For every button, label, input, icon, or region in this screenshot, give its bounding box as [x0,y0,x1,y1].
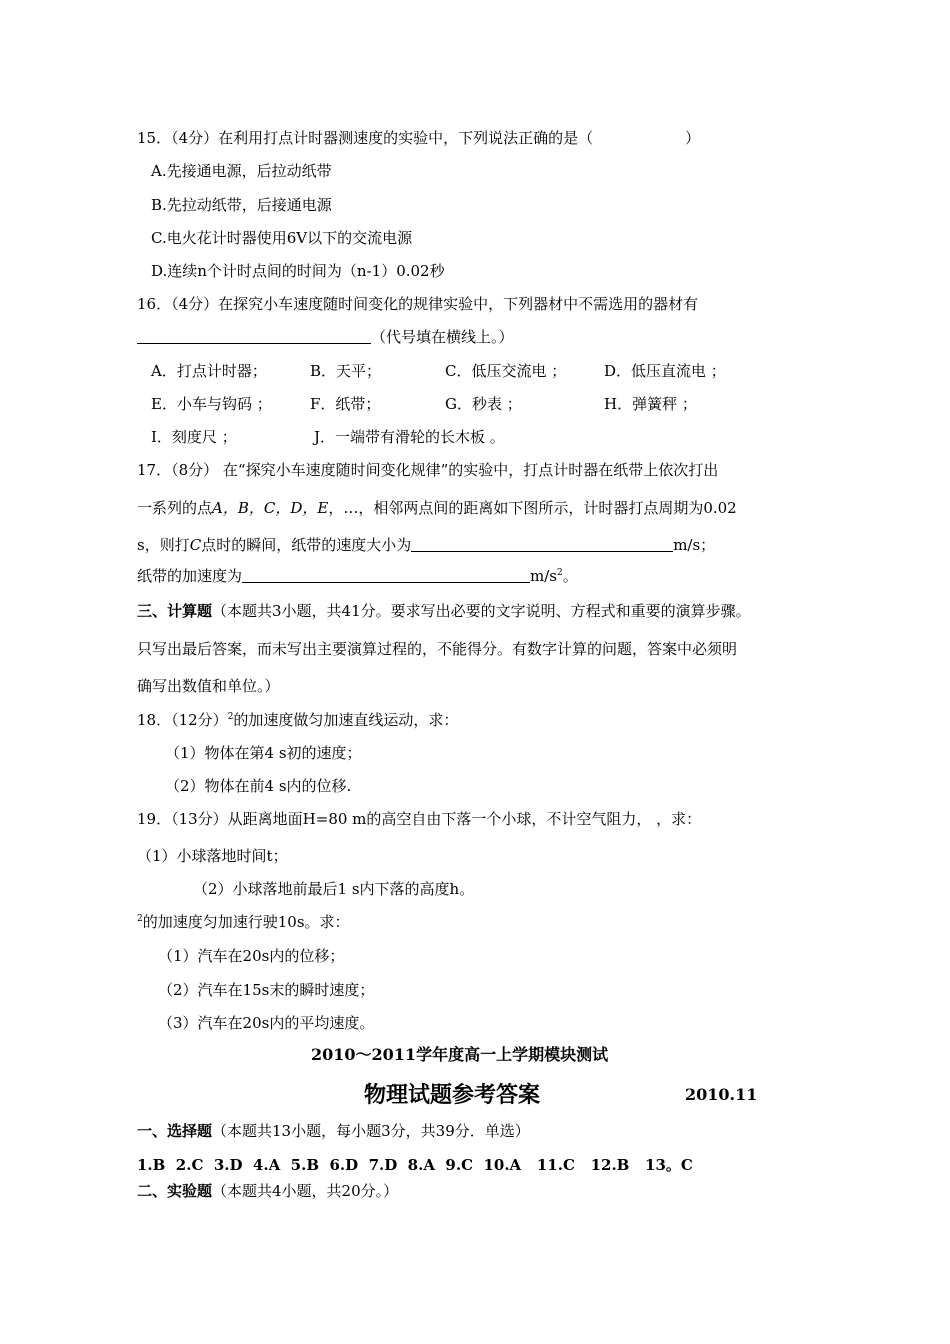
answer-title-line1: 2010～2011学年度高一上学期模块测试 [311,1045,609,1064]
q18-sub1: （1）物体在第4 s初的速度； [165,744,362,762]
q15-paren-close: ） [685,129,701,147]
q16-option-j: J．一端带有滑轮的长木板 。 [314,428,505,446]
q16-option-f: F．纸带； [310,395,381,413]
q17-velocity-unit: m/s； [673,536,716,554]
answer-title-line2: 物理试题参考答案 [364,1082,541,1108]
q18-stem-b: 的加速度做匀加速直线运动，求： [233,711,459,729]
q20-sub2: （2）汽车在15s末的瞬时速度； [158,981,375,999]
q19-stem: 19．（13分）从距离地面H=80 m的高空自由下落一个小球，不计空气阻力， ，求： [137,810,702,828]
answer-section2-note: （本题共4小题，共20分。） [212,1182,399,1200]
q16-option-c: C．低压交流电 ； [445,362,567,380]
answer-section1-answers: 1.B 2.C 3.D 4.A 5.B 6.D 7.D 8.A 9.C 10.A 11.C 12.B 13。C [137,1156,693,1174]
q17-line2-text-b: ，…，相邻两点间的距离如下图所示，计时器打点周期为0.02 [328,499,737,517]
q15-option-c: C.电火花计时器使用6V以下的交流电源 [151,229,413,247]
q15-option-b: B.先拉动纸带，后接通电源 [151,196,332,214]
section3-instructions-2: 只写出最后答案，而未写出主要演算过程的，不能得分。有数字计算的问题，答案中必须明 [137,640,738,658]
answer-section1-heading-line [137,1121,530,1141]
q17-line3-text-b: 点时的瞬间，纸带的速度大小为 [201,536,412,554]
q19-sub1: （1）小球落地时间t； [137,847,288,865]
q15-option-a: A.先接通电源，后拉动纸带 [151,162,332,180]
q17-line1: 17．（8分） 在“探究小车速度随时间变化规律”的实验中，打点计时器在纸带上依次打出 [137,461,719,479]
section3-instructions-1: （本题共3小题，共41分。要求写出必要的文字说明、方程式和重要的演算步骤。 [212,602,751,620]
q20-sub3: （3）汽车在20s内的平均速度。 [158,1014,375,1032]
section3-heading: 三、计算题 [137,602,213,620]
answer-section2-heading: 二、实验题 [137,1182,213,1200]
q18-superscript: 2 [227,712,234,722]
q18-stem [137,710,458,730]
q20-stem-text: 的加速度匀加速行驶10s。求： [142,913,350,931]
q19-sub2: （2）小球落地前最后1 s内下落的高度h。 [193,880,475,898]
q16-option-d: D．低压直流电 ； [604,362,726,380]
q16-answer-blank [137,329,371,344]
q20-stem [137,912,350,932]
answer-title-date: 2010.11 [685,1085,758,1104]
section3-line1 [137,601,751,621]
q20-sub1: （1）汽车在20s内的位移； [158,947,345,965]
q16-option-b: B．天平； [310,362,382,380]
q16-option-g: G．秒表 ； [445,395,522,413]
q18-stem-a: 18．（12分） [137,711,228,729]
q16-option-i: I．刻度尺 ； [151,428,237,446]
q18-sub2: （2）物体在前4 s内的位移. [165,777,352,795]
answer-section1-heading: 一、选择题 [137,1122,213,1140]
q17-line4-text: 纸带的加速度为 [137,567,243,585]
q17-acceleration-blank [242,568,530,583]
section3-instructions-3: 确写出数值和单位。） [137,677,280,695]
q17-acceleration-unit: m/s [530,567,557,585]
q15-stem-line [137,128,700,148]
q17-velocity-blank [411,537,673,552]
q15-stem: 15．（4分）在利用打点计时器测速度的实验中，下列说法正确的是（ [137,129,594,147]
q16-option-a: A．打点计时器； [151,362,267,380]
q17-point-c: C [189,536,202,554]
q17-points: A，B，C，D，E [212,499,329,517]
q20-superscript: 2 [137,914,143,924]
answer-section1-note: （本题共13小题，每小题3分，共39分．单选） [212,1122,530,1140]
q17-line2-text-a: 一系列的点 [137,499,213,517]
q16-option-e: E．小车与钩码 ； [151,395,272,413]
q17-line3 [137,535,715,555]
q15-option-d: D.连续n个计时点间的时间为（n-1）0.02秒 [151,262,445,280]
q16-blank-line [137,327,514,347]
q17-line4 [137,566,578,586]
q16-blank-suffix: （代号填在横线上。） [371,328,514,346]
q17-line4-end: 。 [562,567,578,585]
answer-section2-heading-line [137,1181,398,1201]
q16-stem: 16．（4分）在探究小车速度随时间变化的规律实验中，下列器材中不需选用的器材有 [137,295,699,313]
q17-line2 [137,498,737,518]
q17-unit-superscript: 2 [557,568,563,578]
q16-option-h: H．弹簧秤 ； [604,395,697,413]
q17-line3-text-a: s，则打 [137,536,190,554]
